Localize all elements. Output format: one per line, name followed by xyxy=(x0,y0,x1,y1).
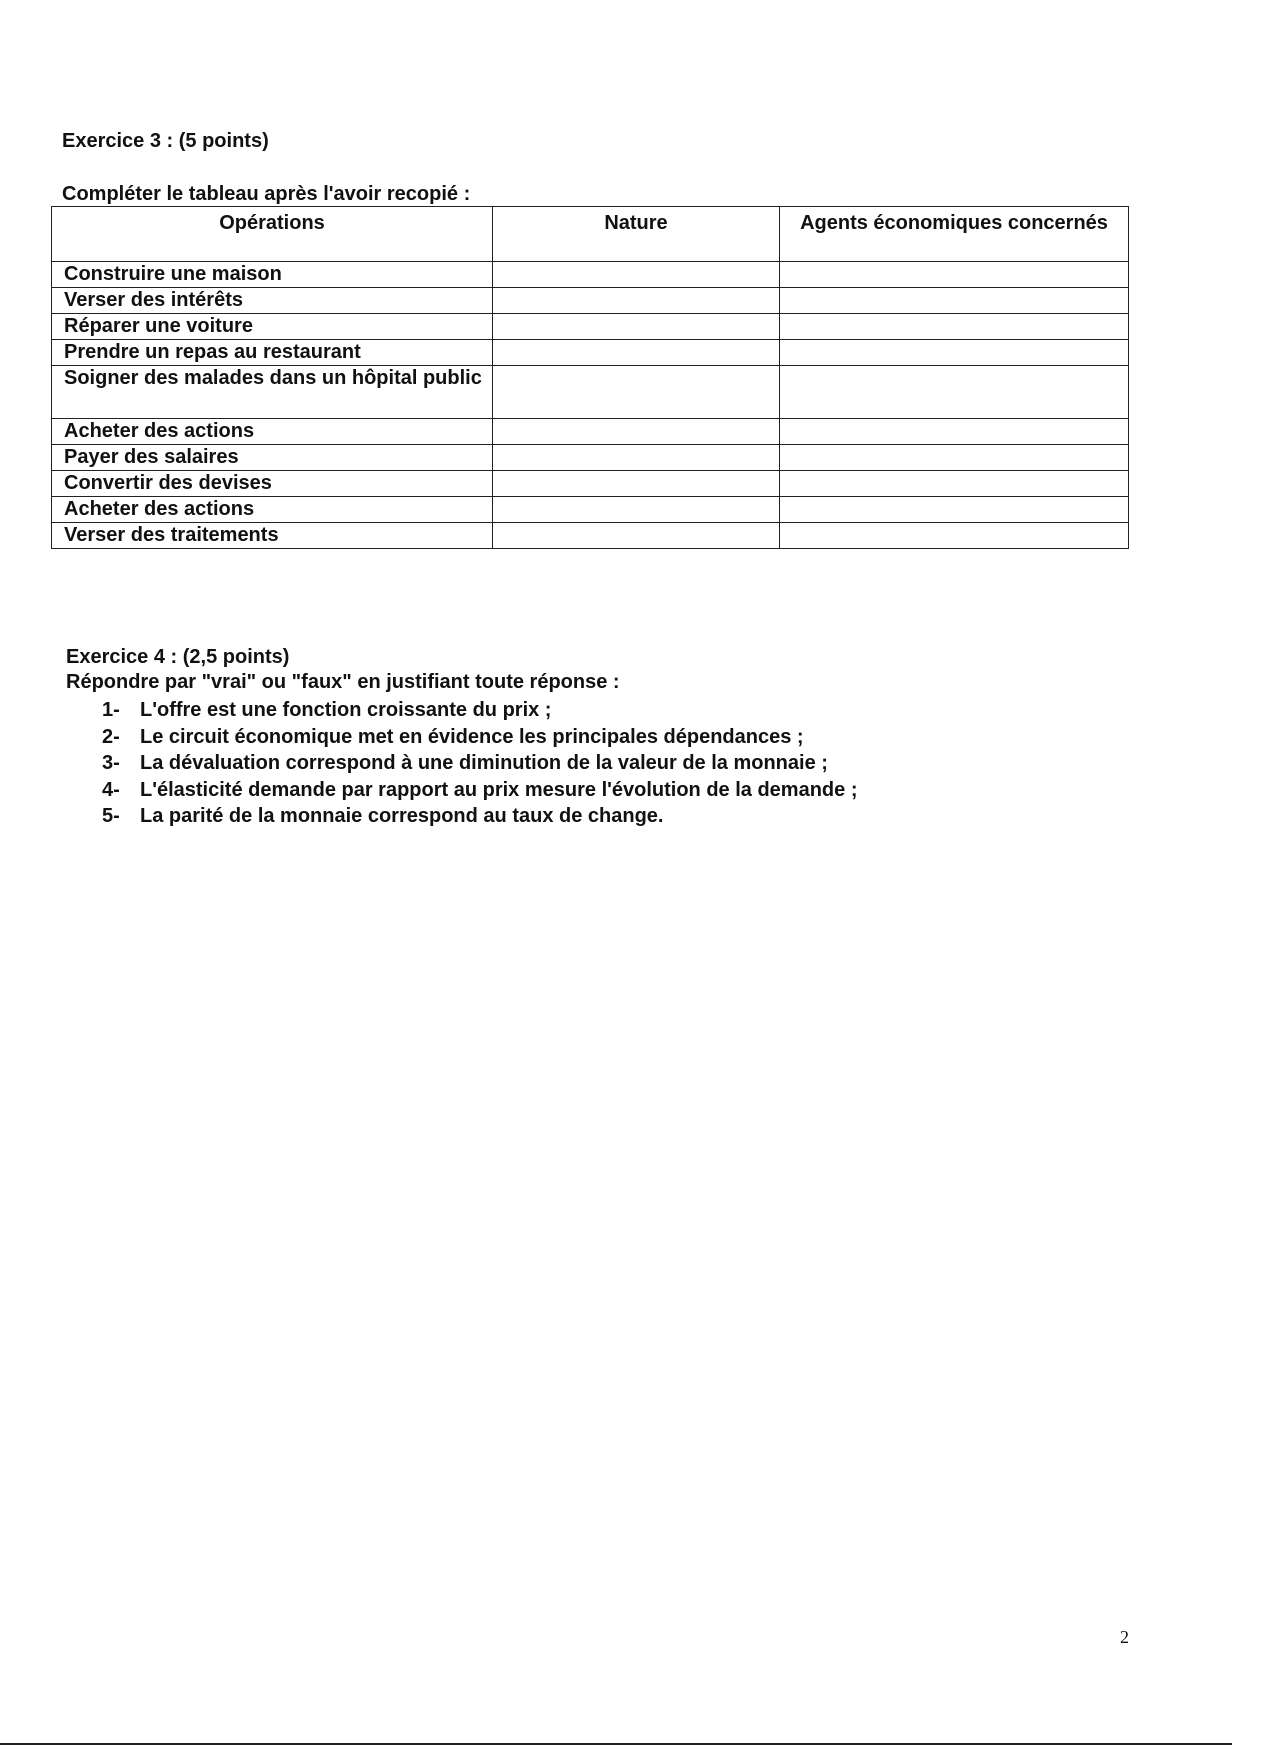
list-item xyxy=(102,777,857,804)
agents-cell xyxy=(780,497,1129,523)
question-text: La parité de la monnaie correspond au taux de change. xyxy=(140,805,664,827)
header-operations: Opérations xyxy=(52,207,493,262)
question-number: 1- xyxy=(102,699,120,721)
exercise-3-title: Exercice 3 : (5 points) xyxy=(62,130,269,152)
table-row xyxy=(52,262,1129,288)
agents-cell xyxy=(780,445,1129,471)
nature-cell xyxy=(493,340,780,366)
operation-cell: Réparer une voiture xyxy=(52,314,493,340)
exercise-4-instruction: Répondre par "vrai" ou "faux" en justifiant toute réponse : xyxy=(66,671,620,693)
nature-cell xyxy=(493,445,780,471)
operation-cell: Verser des intérêts xyxy=(52,288,493,314)
list-item xyxy=(102,697,857,724)
operation-cell: Acheter des actions xyxy=(52,497,493,523)
question-number: 3- xyxy=(102,752,120,774)
question-number: 2- xyxy=(102,725,120,748)
agents-cell xyxy=(780,288,1129,314)
agents-cell xyxy=(780,523,1129,549)
list-item xyxy=(102,750,857,777)
table-row xyxy=(52,366,1129,419)
table-row xyxy=(52,523,1129,549)
table-row xyxy=(52,340,1129,366)
table-row xyxy=(52,497,1129,523)
operation-cell: Soigner des malades dans un hôpital public xyxy=(52,366,493,419)
agents-cell xyxy=(780,340,1129,366)
list-item xyxy=(102,724,857,751)
nature-cell xyxy=(493,497,780,523)
table-header-row xyxy=(52,207,1129,262)
question-text: L'élasticité demande par rapport au prix mesure l'évolution de la demande ; xyxy=(140,778,858,801)
operation-cell: Prendre un repas au restaurant xyxy=(52,340,493,366)
operation-cell: Convertir des devises xyxy=(52,471,493,497)
nature-cell xyxy=(493,366,780,419)
nature-cell xyxy=(493,288,780,314)
nature-cell xyxy=(493,314,780,340)
table-row xyxy=(52,419,1129,445)
agents-cell xyxy=(780,314,1129,340)
question-text: Le circuit économique met en évidence les principales dépendances ; xyxy=(140,725,804,748)
nature-cell xyxy=(493,262,780,288)
operation-cell: Verser des traitements xyxy=(52,523,493,549)
agents-cell xyxy=(780,471,1129,497)
nature-cell xyxy=(493,419,780,445)
exercise-4-title: Exercice 4 : (2,5 points) xyxy=(66,646,290,668)
question-text: L'offre est une fonction croissante du prix ; xyxy=(140,699,552,721)
question-text: La dévaluation correspond à une diminution de la valeur de la monnaie ; xyxy=(140,752,828,774)
question-number: 5- xyxy=(102,805,120,827)
table-row xyxy=(52,445,1129,471)
footer-divider xyxy=(0,1743,1232,1745)
header-agents: Agents économiques concernés xyxy=(780,207,1129,262)
nature-cell xyxy=(493,471,780,497)
list-item xyxy=(102,803,857,830)
table-row xyxy=(52,314,1129,340)
agents-cell xyxy=(780,419,1129,445)
questions-list xyxy=(102,697,857,830)
operation-cell: Acheter des actions xyxy=(52,419,493,445)
nature-cell xyxy=(493,523,780,549)
operation-cell: Construire une maison xyxy=(52,262,493,288)
table-row xyxy=(52,288,1129,314)
operation-cell: Payer des salaires xyxy=(52,445,493,471)
page-number: 2 xyxy=(1120,1627,1129,1647)
agents-cell xyxy=(780,366,1129,419)
operations-table xyxy=(51,206,1129,549)
header-nature: Nature xyxy=(493,207,780,262)
exercise-3-instruction: Compléter le tableau après l'avoir recopié : xyxy=(62,183,471,205)
table-row xyxy=(52,471,1129,497)
question-number: 4- xyxy=(102,778,120,801)
agents-cell xyxy=(780,262,1129,288)
